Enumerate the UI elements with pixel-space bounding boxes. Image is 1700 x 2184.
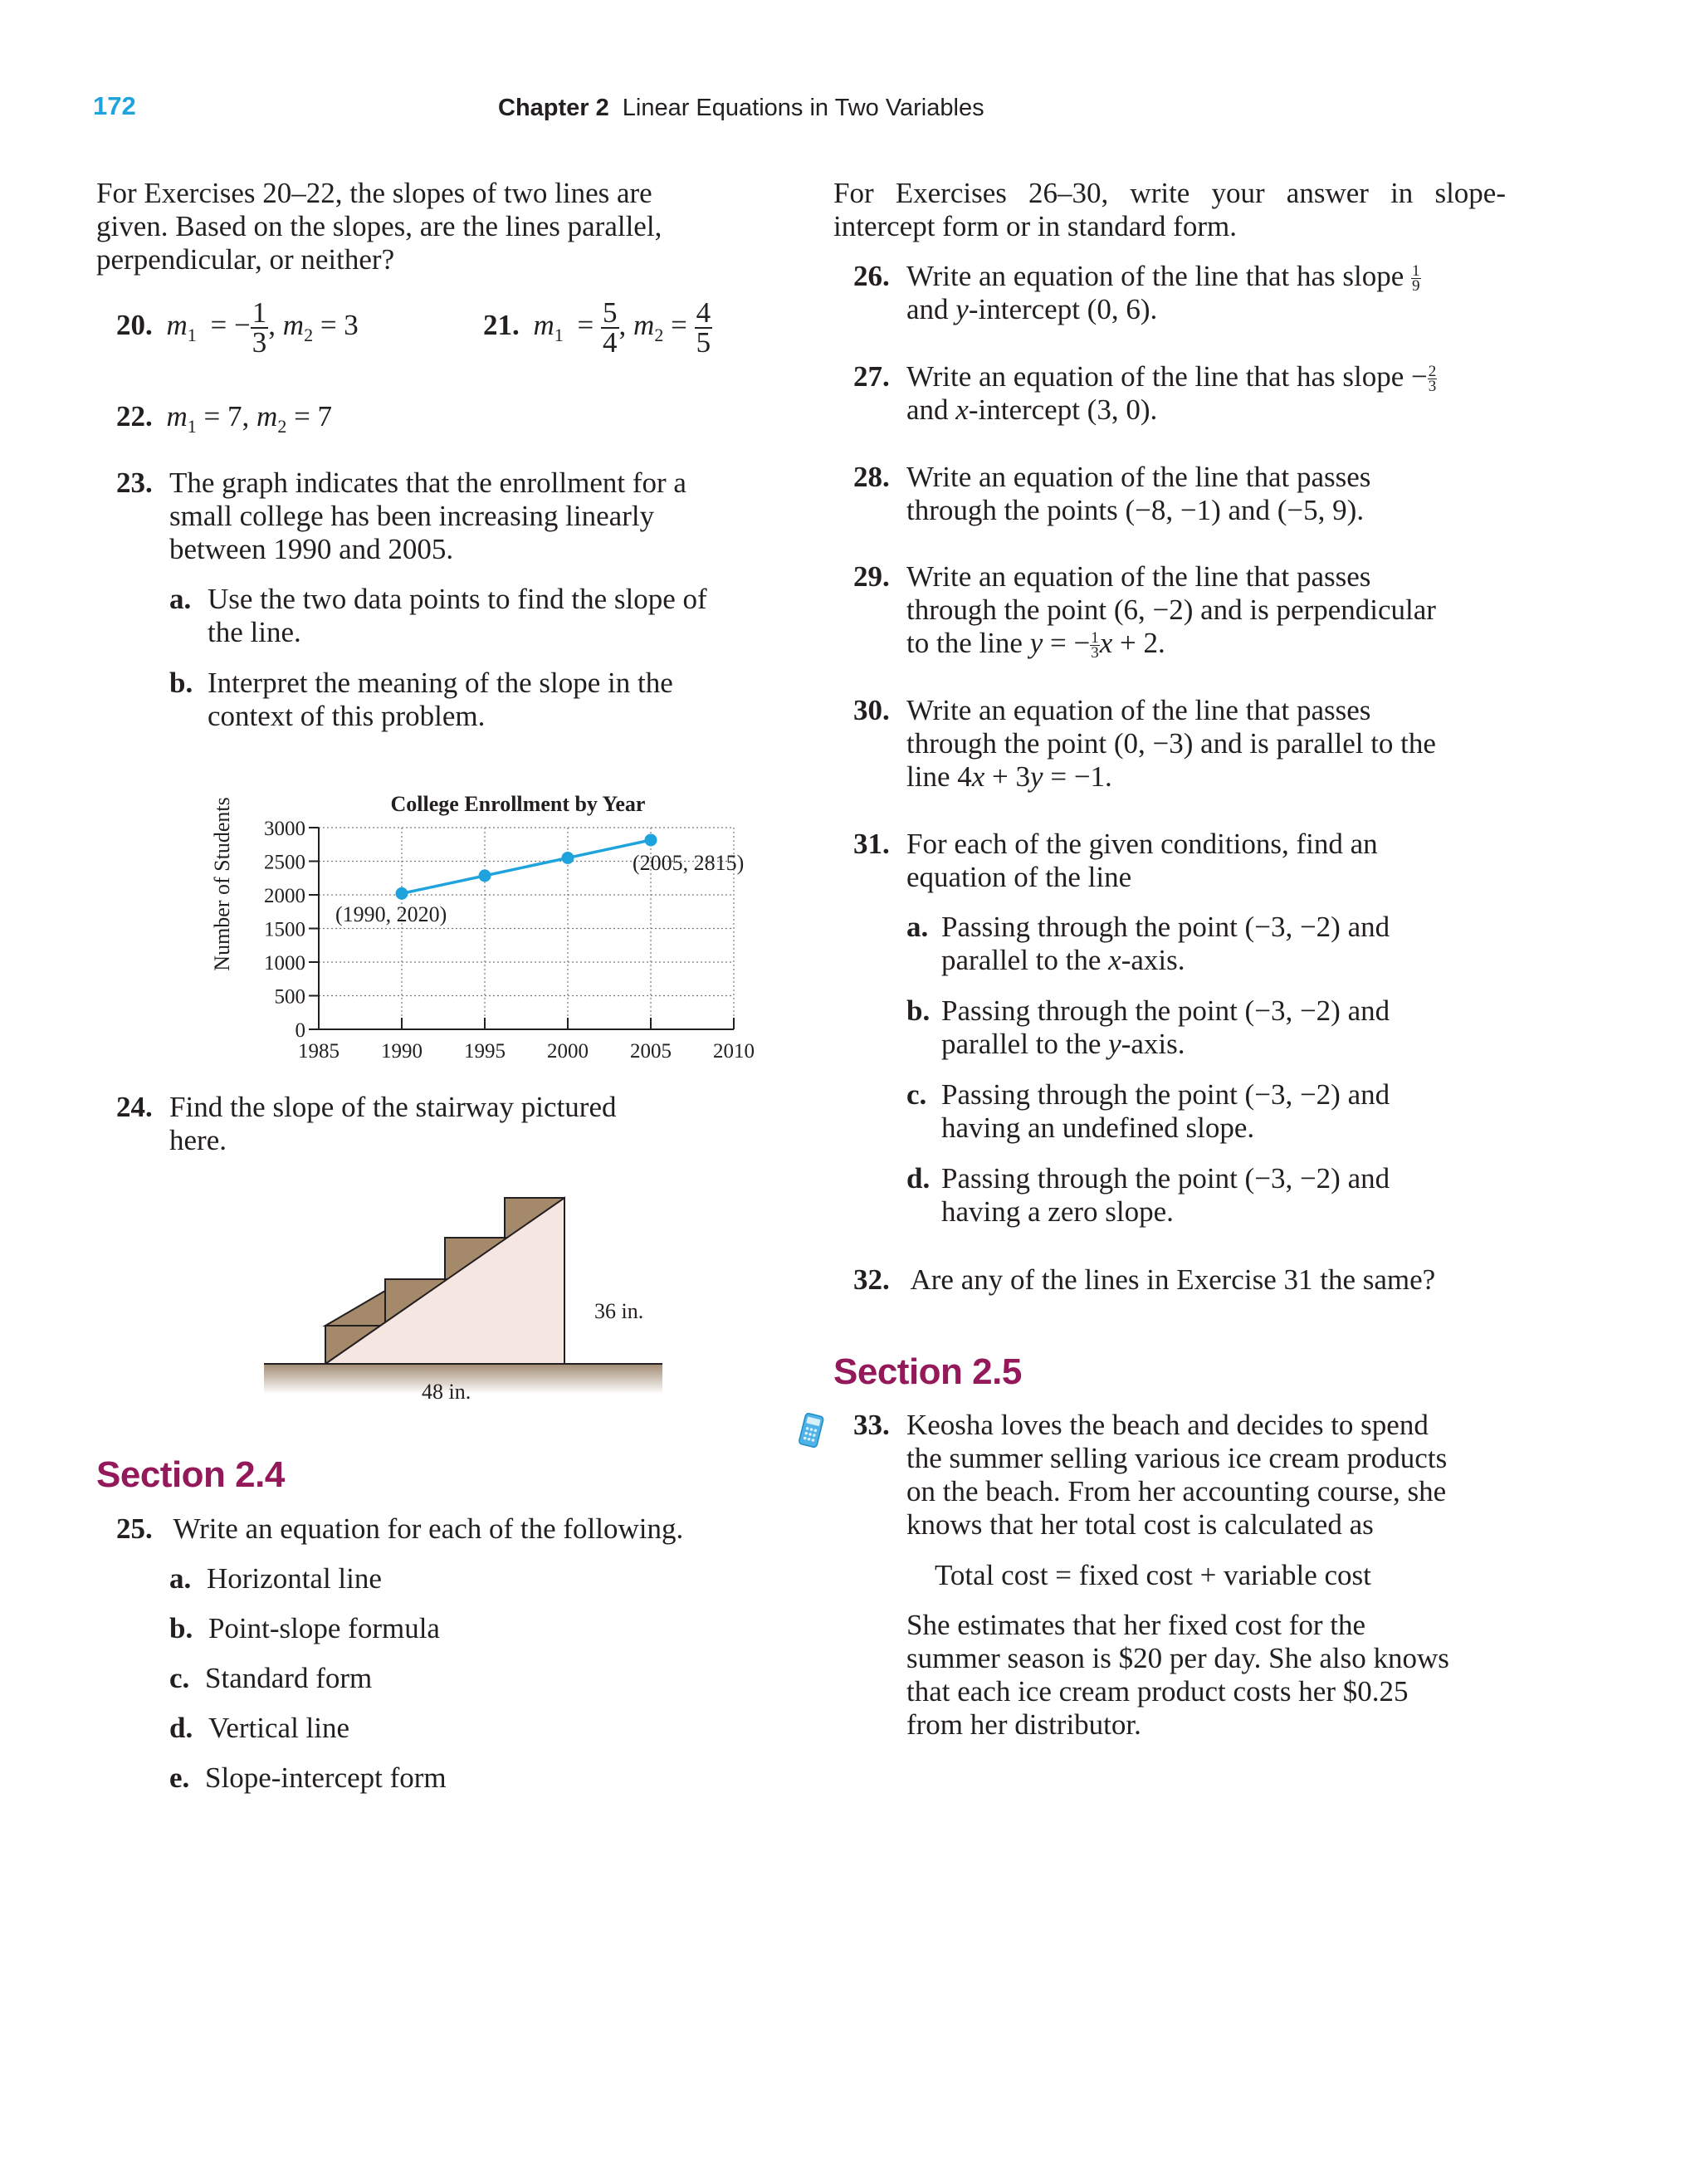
exercise-26: 26. Write an equation of the line that has slope $\frac{1}{9}$ and y-intercept (0, 6). [853,260,1420,326]
exercise-32: 32. Are any of the lines in Exercise 31 the same? [853,1263,1436,1296]
exercise-20: 20. $m_1$ = − $\frac{1}{3}$ , $m_2 = 3$ [116,296,359,359]
section-2-5-heading: Section 2.5 [833,1351,1022,1392]
x-ticks [295,1018,755,1063]
running-header [498,95,984,122]
y-tick-label: 0 [295,1019,305,1042]
y-ticks [264,818,319,1042]
series-line [402,840,651,893]
cost-formula: Total cost = fixed cost + variable cost [935,1559,1371,1591]
data-point [645,833,657,846]
annotation-1990: (1990, 2020) [335,902,447,926]
list-item: c. Standard form [169,1662,373,1694]
y-tick-label: 1000 [264,952,305,975]
x-tick-label: 1995 [464,1040,506,1063]
chapter-label: Chapter 2 [498,95,609,121]
exercise-31a: a. Passing through the point (−3, −2) and parallel to the x-axis. [906,911,1390,976]
annotation-2005: (2005, 2815) [633,851,745,875]
intro-20-22: For Exercises 20–22, the slopes of two lines are given. Based on the slopes, are the lines parallel, perpendicular, or neither? [96,177,662,276]
exercise-24: 24. Find the slope of the stairway pictured here. [116,1091,617,1156]
x-tick-label: 1990 [381,1040,423,1063]
calculator-icon [797,1411,825,1451]
exercise-33: 33. Keosha loves the beach and decides to spend the summer selling various ice cream products on the beach. From her accounting course, she knows that her total cost is calculated as [853,1409,1448,1541]
chart-title: College Enrollment by Year [390,792,646,816]
fraction: $\frac{4}{5}$ [696,296,711,359]
exercise-21: 21. $m_1$ = $\frac{5}{4}$ , $m_2$ = $\frac{4}{5}$ [483,296,711,359]
fraction: $\frac{1}{3}$ [252,296,267,359]
data-point [479,869,491,882]
exercise-31b: b. Passing through the point (−3, −2) and parallel to the y-axis. [906,994,1390,1060]
exercise-23: 23. The graph indicates that the enrollment for a small college has been increasing linearly between 1990 and 2005. [116,467,686,565]
enrollment-chart [199,780,780,1071]
exercise-31: 31. For each of the given conditions, find an equation of the line [853,828,1378,893]
exercise-25: 25. Write an equation for each of the following. [116,1512,684,1545]
exercise-28: 28. Write an equation of the line that passes through the points (−8, −1) and (−5, 9). [853,461,1371,526]
stair-step [325,1291,385,1326]
x-tick-label: 2000 [547,1040,589,1063]
exercise-22: 22. $m_1 = 7$, $m_2 = 7$ [116,400,333,437]
y-tick-label: 500 [274,985,305,1009]
exercise-31d: d. Passing through the point (−3, −2) and having a zero slope. [906,1162,1390,1228]
intro-26-30: For Exercises 26–30, write your answer in slope- intercept form or in standard form. [833,177,1506,242]
y-tick-label: 2000 [264,885,305,907]
exercise-29: 29. Write an equation of the line that passes through the point (6, −2) and is perpendicular to the line y = − $\frac{1}{3}$ x + 2. [853,560,1436,662]
exercise-30: 30. Write an equation of the line that passes through the point (0, −3) and is parallel to the line 4x + 3y = −1. [853,694,1436,793]
exercise-25-items [169,1562,447,1811]
page-number: 172 [93,91,136,120]
stair-support [325,1198,564,1364]
x-tick-label: 2005 [630,1040,672,1063]
list-item: a. Horizontal line [169,1562,382,1595]
chapter-title: Linear Equations in Two Variables [622,95,984,121]
fraction: $\frac{5}{4}$ [603,296,618,359]
x-tick-label: 1985 [298,1040,340,1063]
exercise-31c: c. Passing through the point (−3, −2) and having an undefined slope. [906,1078,1390,1144]
fraction: $\frac{1}{3}$ [1091,629,1099,662]
height-label: 36 in. [594,1299,644,1323]
data-point [562,852,574,864]
list-item: d. Vertical line [169,1712,350,1744]
exercise-27: 27. Write an equation of the line that has slope − $\frac{2}{3}$ and x-intercept (3, 0). [853,360,1437,427]
fraction: $\frac{2}{3}$ [1428,363,1437,396]
exercise-33-continued: She estimates that her fixed cost for the summer season is $20 per day. She also knows that each ice cream product costs her $0.25 from her distributor. [906,1609,1449,1741]
y-axis-label: Number of Students [210,797,234,971]
list-item: b. Point-slope formula [169,1612,440,1644]
exercise-23b: b. Interpret the meaning of the slope in the context of this problem. [169,667,673,732]
stairway-figure [257,1187,672,1419]
x-tick-label: 2010 [713,1040,755,1063]
list-item: e. Slope-intercept form [169,1761,447,1794]
y-tick-label: 3000 [264,818,305,840]
fraction: $\frac{1}{9}$ [1412,262,1420,296]
width-label: 48 in. [422,1380,471,1404]
exercise-23a: a. Use the two data points to find the slope of the line. [169,583,707,648]
data-point [396,887,408,900]
chart-series [396,833,657,899]
section-2-4-heading: Section 2.4 [96,1454,285,1495]
y-tick-label: 2500 [264,851,305,874]
y-tick-label: 1500 [264,918,305,941]
